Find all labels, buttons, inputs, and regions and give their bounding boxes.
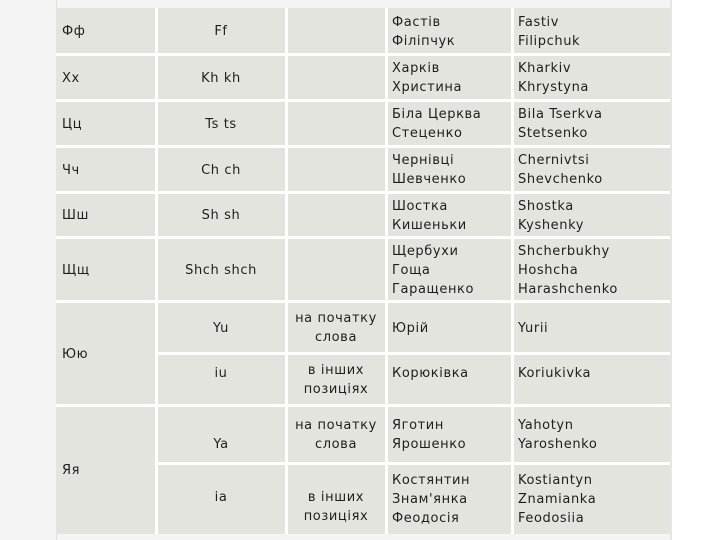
row-divider xyxy=(156,352,670,355)
cell-latin-shch: Shch shch xyxy=(156,238,286,302)
cell-example-ukr-ya-other: Костянтин Знам'янка Феодосія xyxy=(386,464,512,534)
cell-example-ukr-ch: Чернівці Шевченко xyxy=(386,147,512,193)
cell-example-eng-ts: Bila Tserkva Stetsenko xyxy=(512,101,670,147)
cell-cyrillic-shch: Щщ xyxy=(56,238,156,302)
cell-latin-kh: Kh kh xyxy=(156,55,286,101)
cell-cyrillic-ya: Яя xyxy=(56,406,156,534)
cell-example-eng-shch: Shcherbukhy Hoshcha Harashchenko xyxy=(512,238,670,302)
cell-latin-sh: Sh sh xyxy=(156,193,286,238)
cell-latin-yu-start: Yu xyxy=(156,302,286,354)
right-margin xyxy=(672,0,720,540)
cell-example-eng-yu-other: Koriukivka xyxy=(512,354,670,406)
row-divider xyxy=(56,145,670,148)
cell-latin-yu-other: iu xyxy=(156,354,286,406)
cell-cyrillic-kh: Хх xyxy=(56,55,156,101)
column-divider xyxy=(511,8,514,534)
cell-example-ukr-ya-start: Яготин Ярошенко xyxy=(386,406,512,464)
cell-cyrillic-ts: Цц xyxy=(56,101,156,147)
cell-example-ukr-shch: Щербухи Гоща Гаращенко xyxy=(386,238,512,302)
row-divider xyxy=(56,99,670,102)
cell-example-eng-ya-start: Yahotyn Yaroshenko xyxy=(512,406,670,464)
row-divider xyxy=(56,404,670,407)
row-divider xyxy=(56,236,670,239)
cell-latin-ch: Ch ch xyxy=(156,147,286,193)
cell-position-empty xyxy=(286,55,386,101)
cell-position-empty xyxy=(286,147,386,193)
cell-example-eng-ya-other: Kostiantyn Znamianka Feodosiia xyxy=(512,464,670,534)
row-divider xyxy=(56,53,670,56)
cell-latin-ya-start: Ya xyxy=(156,406,286,464)
cell-example-ukr-yu-other: Корюківка xyxy=(386,354,512,406)
cell-position-ya-other: в інших позиціях xyxy=(286,464,386,534)
column-divider xyxy=(385,8,388,534)
cell-example-ukr-sh: Шостка Кишеньки xyxy=(386,193,512,238)
cell-position-ya-start: на початку слова xyxy=(286,406,386,464)
cell-cyrillic-ff: Фф xyxy=(56,8,156,55)
row-divider xyxy=(56,191,670,194)
cell-example-ukr-kh: Харків Христина xyxy=(386,55,512,101)
cell-example-eng-ff: Fastiv Filipchuk xyxy=(512,8,670,55)
cell-example-ukr-yu-start: Юрій xyxy=(386,302,512,354)
cell-position-yu-other: в інших позиціях xyxy=(286,354,386,406)
cell-example-eng-kh: Kharkiv Khrystyna xyxy=(512,55,670,101)
cell-cyrillic-yu: Юю xyxy=(56,302,156,406)
cell-position-yu-start: на початку слова xyxy=(286,302,386,354)
row-divider xyxy=(156,462,670,465)
cell-latin-ff: Ff xyxy=(156,8,286,55)
cell-latin-ya-other: ia xyxy=(156,464,286,534)
cell-example-ukr-ff: Фастів Філіпчук xyxy=(386,8,512,55)
cell-cyrillic-ch: Чч xyxy=(56,147,156,193)
cell-latin-ts: Ts ts xyxy=(156,101,286,147)
column-divider xyxy=(285,8,288,534)
row-divider xyxy=(56,300,670,303)
cell-position-empty xyxy=(286,101,386,147)
cell-example-eng-sh: Shostka Kyshenky xyxy=(512,193,670,238)
cell-example-ukr-ts: Біла Церква Стеценко xyxy=(386,101,512,147)
cell-position-empty xyxy=(286,8,386,55)
cell-example-eng-ch: Chernivtsi Shevchenko xyxy=(512,147,670,193)
cell-position-empty xyxy=(286,193,386,238)
cell-cyrillic-sh: Шш xyxy=(56,193,156,238)
cell-position-empty xyxy=(286,238,386,302)
column-divider xyxy=(155,8,158,534)
cell-example-eng-yu-start: Yurii xyxy=(512,302,670,354)
